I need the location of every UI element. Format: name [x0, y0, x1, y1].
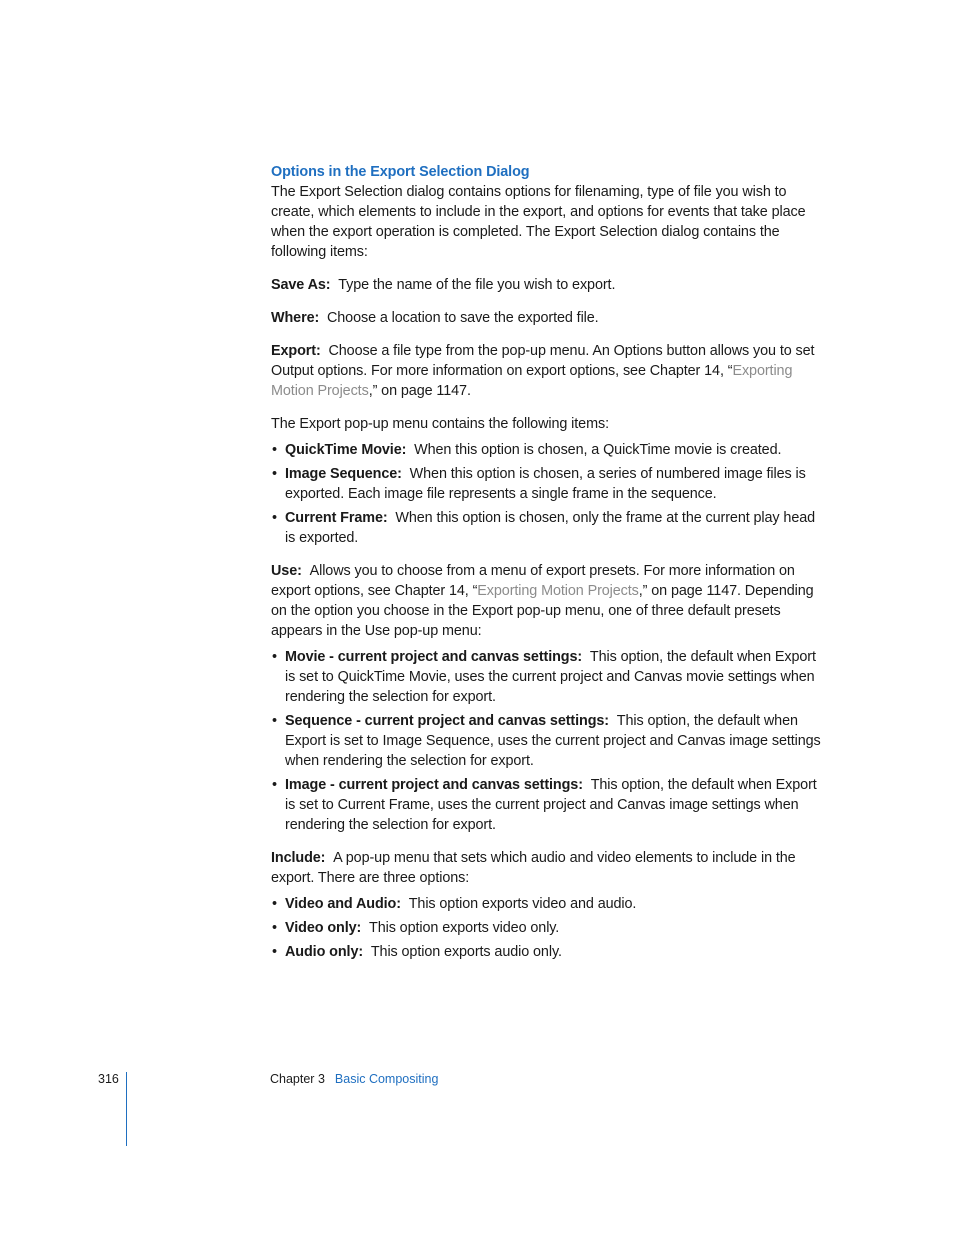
- page-body: [271, 162, 827, 975]
- list-item-text: This option, the default when Export is set to QuickTime Movie, uses the current project and Canvas movie settings when rendering the selection for export.: [285, 649, 816, 705]
- list-item-term: Video and Audio:: [285, 896, 401, 912]
- list-item: [271, 440, 827, 460]
- export-text-after: ,” on page 1147.: [368, 383, 471, 399]
- list-item: [271, 711, 827, 771]
- list-item-text: This option, the default when Export is set to Current Frame, uses the current project and Canvas image settings when rendering the selection for export.: [285, 777, 817, 833]
- use-paragraph: [271, 561, 827, 641]
- list-item-term: Image Sequence:: [285, 466, 402, 482]
- list-item-term: Video only:: [285, 920, 362, 936]
- save-as-paragraph: [271, 275, 827, 295]
- footer-divider: [126, 1072, 127, 1146]
- list-item-term: Sequence - current project and canvas settings:: [285, 713, 609, 729]
- export-text-before: Choose a file type from the pop-up menu. An Options button allows you to set Output options. For more information on export options, see Chapter 14, “: [271, 343, 815, 379]
- list-item-term: Current Frame:: [285, 510, 388, 526]
- list-item-text: When this option is chosen, only the frame at the current play head is exported.: [285, 510, 816, 546]
- include-text: A pop-up menu that sets which audio and video elements to include in the export. There are three options:: [271, 850, 796, 886]
- page-number: 316: [98, 1072, 119, 1086]
- intro-paragraph: The Export Selection dialog contains options for filenaming, type of file you wish to create, which elements to include in the export, and options for events that take place when the export operation is completed. The Export Selection dialog contains the following items:: [271, 184, 806, 260]
- include-items-list: [271, 894, 827, 962]
- list-item: [271, 464, 827, 504]
- list-item-text: When this option is chosen, a QuickTime movie is created.: [414, 442, 782, 458]
- where-text: Choose a location to save the exported file.: [326, 310, 599, 326]
- list-item: [271, 508, 827, 548]
- list-item-text: This option exports video only.: [369, 920, 560, 936]
- list-item: [271, 647, 827, 707]
- save-as-term: Save As:: [271, 277, 331, 293]
- list-item: [271, 918, 827, 938]
- list-item-text: This option exports audio only.: [370, 944, 562, 960]
- footer-chapter: [270, 1072, 438, 1086]
- where-term: Where:: [271, 310, 320, 326]
- list-item-term: Image - current project and canvas settings:: [285, 777, 583, 793]
- use-term: Use:: [271, 563, 302, 579]
- list-item-term: QuickTime Movie:: [285, 442, 407, 458]
- list-item: [271, 775, 827, 835]
- export-menu-intro: The Export pop-up menu contains the following items:: [271, 416, 609, 432]
- list-item-term: Audio only:: [285, 944, 364, 960]
- use-text-before: Allows you to choose from a menu of export presets. For more information on export options, see Chapter 14, “: [271, 563, 795, 599]
- list-item-term: Movie - current project and canvas settings:: [285, 649, 583, 665]
- list-item: [271, 942, 827, 962]
- list-item-text: When this option is chosen, a series of numbered image files is exported. Each image file represents a single frame in the sequence.: [285, 466, 806, 502]
- chapter-title[interactable]: Basic Compositing: [334, 1072, 439, 1086]
- list-item: [271, 894, 827, 914]
- chapter-label: Chapter 3: [270, 1072, 325, 1086]
- export-items-list: [271, 440, 827, 548]
- include-term: Include:: [271, 850, 326, 866]
- list-item-text: This option exports video and audio.: [408, 896, 637, 912]
- use-link[interactable]: Exporting Motion Projects: [477, 583, 639, 599]
- include-paragraph: [271, 848, 827, 888]
- use-text-after: ,” on page 1147. Depending on the option you choose in the Export pop-up menu, one of three default presets appears in the Use pop-up menu:: [271, 583, 814, 639]
- use-items-list: [271, 647, 827, 835]
- list-item-text: This option, the default when Export is set to Image Sequence, uses the current project and Canvas image settings when rendering the selection for export.: [285, 713, 821, 769]
- export-link[interactable]: Exporting Motion Projects: [271, 363, 793, 399]
- export-term: Export:: [271, 343, 321, 359]
- section-heading: Options in the Export Selection Dialog: [271, 164, 530, 180]
- save-as-text: Type the name of the file you wish to export.: [338, 277, 616, 293]
- where-paragraph: [271, 308, 827, 328]
- export-paragraph: [271, 341, 827, 401]
